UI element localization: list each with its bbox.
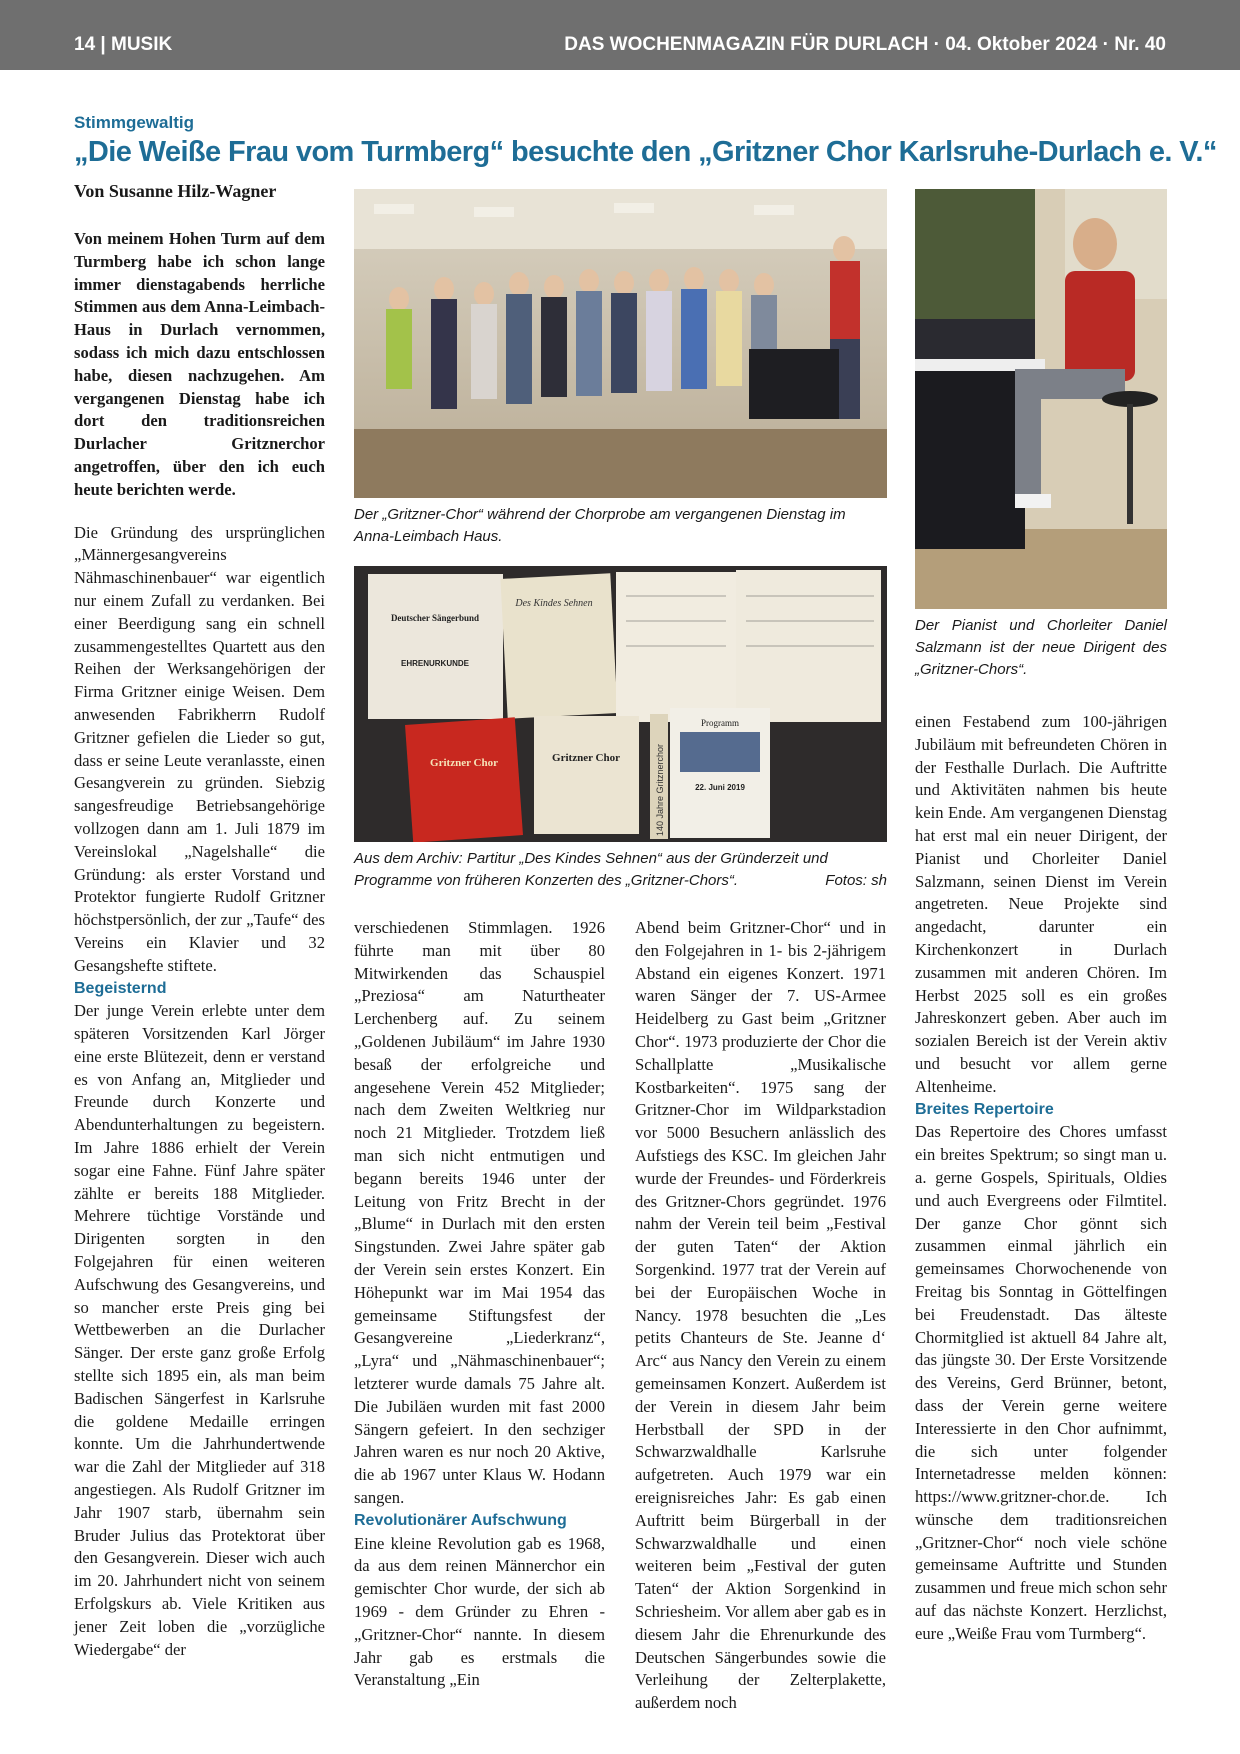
score-title: Des Kindes Sehnen xyxy=(515,598,593,609)
kicker: Stimmgewaltig xyxy=(74,113,194,132)
headline: „Die Weiße Frau vom Turmberg“ besuchte den „Gritzner Chor Karlsruhe-Durlach e. V.“ xyxy=(74,136,1217,168)
subheading-repertoire: Breites Repertoire xyxy=(915,1100,1054,1118)
event-program-title: Programm xyxy=(701,718,739,728)
body-paragraph: Das Repertoire des Chores umfasst ein breites Spektrum; so singt man u. a. gerne Gospels, Spirituals, Oldies und auch Evergreens oder Filmtitel. Der ganze Chor gönnt sich zusammen einmal jährlich ein gemeinsames Chorwochenende von Freitag bis Sonntag in Göttelfingen bei Freudenstadt. Das älteste Chormitglied ist aktuell 84 Jahre alt, das jüngste 30. Der Erste Vorsitzende des Vereins, Gerd Brünner, betont, dass der Verein gerne weitere Interessierte in den Chor aufnimmt, die sich unter folgender Internetadresse melden können: https://www.gritzner-chor.de. Ich wünsche dem traditionsreichen „Gritzner-Chor“ noch viele schöne gemeinsame Auftritte und Stunden zusammen und freue mich schon sehr auf das nächste Konzert. Herzlichst, eure „Weiße Frau vom Turmberg“. xyxy=(915,1122,1167,1643)
archive-caption-text: Aus dem Archiv: Partitur „Des Kindes Sehnen“ aus der Gründerzeit und Programme von früheren Konzerten des „Gritzner-Chors“. xyxy=(354,850,828,889)
photo-credit: Fotos: sh xyxy=(825,872,887,889)
body-paragraph: Der junge Verein erlebte unter dem späteren Vorsitzenden Karl Jörger eine erste Blütezeit, denn er verstand es von Anfang an, Mitglieder und Freunde durch Konzerte und Abendunterhaltungen zu begeistern. Im Jahre 1886 erhielt der Verein sogar eine Fahne. Fünf Jahre später zählte er bereits 188 Mitglieder. Mehrere tüchtige Vorstände und Dirigenten sorgten in den Folgejahren für einen weiteren Aufschwung des Gesangvereins, und so mancher erste Preis ging bei Wettbewerben an die Durlacher Sänger. Der erste ganz große Erfolg stellte sich 1895 ein, als man beim Badischen Sängerfest in Karlsruhe die goldene Medaille erringen konnte. Um die Jahrhundertwende war die Zahl der Mitglieder auf 318 angestiegen. Als Rudolf Gritzner im Jahr 1907 starb, übernahm sein Bruder Julius das Protektorat über den Gesangverein. Dieser wich auch im 20. Jahrhundert nicht von seinem Erfolgskurs ab. Viele Kritiken aus jener Zeit loben die „vorzügliche Wiedergabe“ der xyxy=(74,1001,325,1659)
score-sheet xyxy=(500,573,617,719)
choir-photo-caption: Der „Gritzner-Chor“ während der Chorprobe am vergangenen Dienstag im Anna-Leimbach Haus. xyxy=(354,506,846,545)
column-3 xyxy=(635,917,886,1715)
archive-photo xyxy=(354,566,887,842)
choir-photo xyxy=(354,189,887,498)
section-label: 14 | MUSIK xyxy=(74,34,173,55)
event-program-date: 22. Juni 2019 xyxy=(695,783,745,792)
red-program xyxy=(405,717,523,842)
mid-program-title: Gritzner Chor xyxy=(552,752,620,764)
column-1 xyxy=(74,228,325,1661)
certificate-document xyxy=(368,574,503,719)
body-paragraph: Die Gründung des ursprünglichen „Männergesangvereins Nähmaschinenbauer“ war eigentlich nur einem Zufall zu verdanken. Bei einer Beerdigung sang ein schnell zusammengestelltes Quartett aus den Reihen der Werksangehörigen der Firma Gritzner einige Weisen. Dem anwesenden Fabrikherrn Rudolf Gritzner gefielen die Lieder so gut, dass er seine Leute veranlasste, einen Gesangverein zu gründen. Siebzig sangesfreudige Betriebsangehörige vollzogen dann am 1. Juli 1879 im Vereinslokal „Nagelshalle“ die Gründung: als erster Vorstand und Protektor fungierte Rudolf Gritzner höchstpersönlich, der zur „Taufe“ des Vereins ein Klavier und 32 Gesangshefte stiftete. xyxy=(74,522,325,975)
pianist-photo-caption: Der Pianist und Chorleiter Daniel Salzmann ist der neue Dirigent des „Gritzner-Chors“. xyxy=(915,617,1167,678)
pianist-photo xyxy=(915,189,1167,609)
page-header xyxy=(0,0,1240,70)
body-paragraph: Eine kleine Revolution gab es 1968, da aus dem reinen Männerchor ein gemischter Chor wurde, der sich ab 1969 - dem Gründer zu Ehren - „Gritzner-Chor“ nannte. In diesem Jahr gab es erstmals die Veranstaltung „Ein xyxy=(354,1533,605,1690)
spine-text: 140 Jahre Gritznerchor xyxy=(655,743,665,836)
red-program-title: Gritzner Chor xyxy=(430,757,498,769)
body-paragraph: verschiedenen Stimmlagen. 1926 führte man mit über 80 Mitwirkenden das Schauspiel „Preziosa“ am Naturtheater Lerchenberg auf. Zu seinem „Goldenen Jubiläum“ im Jahre 1930 besaß der erfolgreiche und angesehene Verein 452 Mitglieder; nach dem Zweiten Weltkrieg nur noch 21 Mitglieder. Trotzdem ließ man sich nicht entmutigen und begann bereits 1946 unter der Leitung von Fritz Brecht in der „Blume“ in Durlach mit den ersten Singstunden. Zwei Jahre später gab der Verein sein erstes Konzert. Ein Höhepunkt war im Mai 1954 das gemeinsame Stiftungsfest der Gesangvereine „Liederkranz“, „Lyra“ und „Nähmaschinenbauer“; letzterer wurde damals 75 Jahre alt. Die Jubiläen wurden mit fast 2000 Sängern gefeiert. In den sechziger Jahren waren es nur noch 20 Aktive, die ab 1967 unter Klaus W. Hodann sangen. xyxy=(354,918,605,1507)
column-2 xyxy=(354,917,605,1692)
certificate-subtitle: EHRENURKUNDE xyxy=(400,659,470,668)
certificate-title: Deutscher Sängerbund xyxy=(390,613,480,623)
body-paragraph: Abend beim Gritzner-Chor“ und in den Folgejahren in 1- bis 2-jährigem Abstand ein eigenes Konzert. 1971 waren Sänger der 7. US-Armee Heidelberg zu Gast beim „Gritzner Chor“. 1973 produzierte der Chor die Schallplatte „Musikalische Kostbarkeiten“. 1975 sang der Gritzner-Chor im Wildparkstadion vor 5000 Besuchern anlässlich des Aufstiegs des KSC. Im gleichen Jahr wurde der Freundes- und Förderkreis des Gritzner-Chors gegründet. 1976 nahm der Verein teil beim „Festival der guten Taten“ der Aktion Sorgenkind. 1977 trat der Verein auf bei der Europäischen Woche in Nancy. 1978 besuchten die „Les petits Chanteurs de Ste. Jeanne d‘ Arc“ aus Nancy den Verein zu einem gemeinsamen Konzert. Außerdem ist der Verein in diesem Jahr beim Herbstball der SPD in der Schwarzwaldhalle Karlsruhe aufgetreten. Auch 1979 war ein ereignisreiches Jahr: Es gab einen Auftritt beim Bürgerball in der Schwarzwaldhalle und einen weiteren beim „Festival der guten Taten“ der Aktion Sorgenkind in Schriesheim. Vor allem aber gab es in diesem Jahr die Ehrenurkunde des Deutschen Sängerbundes sowie die Verleihung der Zelterplakette, außerdem noch xyxy=(635,918,886,1713)
body-paragraph: einen Festabend zum 100-jährigen Jubiläum mit befreundeten Chören in der Festhalle Durlach. Die Auftritte und Aktivitäten nahmen bis heute kein Ende. Am vergangenen Dienstag hat erst mal ein neuer Dirigent, der Pianist und Chorleiter Daniel Salzmann, seinen Dienst im Verein angetreten. Neue Projekte sind angedacht, darunter ein Kirchenkonzert in Durlach zusammen mit anderen Chören. Im Herbst 2025 soll es ein großes Jahreskonzert geben. Aber auch im sozialen Bereich ist der Verein aktiv und besucht vor allem gerne Altenheime. xyxy=(915,712,1167,1096)
publication-line: DAS WOCHENMAGAZIN FÜR DURLACH · 04. Oktober 2024 · Nr. 40 xyxy=(564,34,1166,55)
byline: Von Susanne Hilz-Wagner xyxy=(74,181,277,201)
mid-program xyxy=(534,716,639,834)
column-4 xyxy=(915,711,1167,1646)
event-program xyxy=(670,708,770,838)
subheading-revolution: Revolutionärer Aufschwung xyxy=(354,1511,567,1529)
archive-photo-caption xyxy=(354,848,887,892)
lead-paragraph: Von meinem Hohen Turm auf dem Turmberg habe ich schon lange immer dienstagabends herrliche Stimmen aus dem Anna-Leimbach-Haus in Durlach vernommen, sodass ich mich dazu entschlossen habe, diesen nachzugehen. Am vergangenen Dienstag habe ich dort den traditionsreichen Durlacher Gritznerchor angetroffen, über den ich euch heute berichten werde. xyxy=(74,229,325,499)
subheading-begeisternd: Begeisternd xyxy=(74,979,167,997)
